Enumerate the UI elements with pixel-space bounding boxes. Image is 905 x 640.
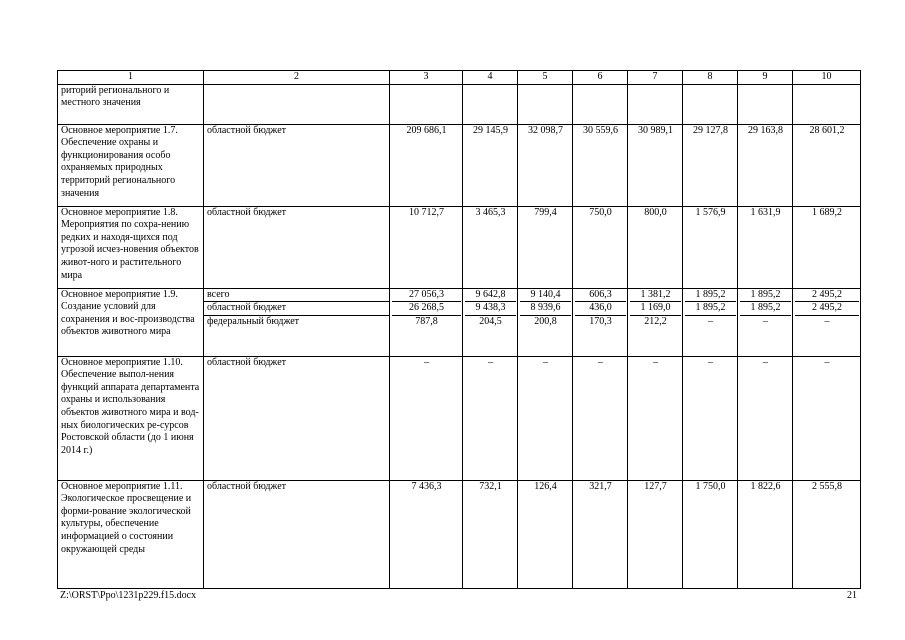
- value-2020: –: [824, 315, 830, 327]
- value-2014: 9 438,3: [465, 302, 516, 316]
- value-2015: 9 140,4: [520, 289, 571, 303]
- value-2017: 127,7: [628, 480, 683, 588]
- value-2019: 1 631,9: [738, 206, 793, 288]
- value-2020: 28 601,2: [793, 124, 861, 206]
- budget-table: [57, 70, 861, 589]
- value-2014: 9 642,8: [465, 289, 516, 303]
- value-2017: 1 169,0: [630, 302, 681, 316]
- col-header-8: 8: [683, 71, 738, 85]
- value-2020: 2 495,2: [795, 302, 859, 316]
- activity-description: Основное мероприятие 1.8. Мероприятия по сохра-нению редких и находя-щихся под угрозой исчез-новения объектов живот-ного и растительного мира: [58, 206, 204, 288]
- value-2014: 29 145,9: [463, 124, 518, 206]
- value-2016: 436,0: [575, 302, 626, 316]
- value-2016: 170,3: [589, 315, 612, 327]
- value-total: 27 056,3: [392, 289, 461, 303]
- value-2020: –: [793, 356, 861, 480]
- value-2018: 29 127,8: [683, 124, 738, 206]
- value-2018: –: [708, 315, 713, 327]
- table-row: [58, 480, 861, 588]
- funding-source: областной бюджет: [204, 206, 390, 288]
- funding-source: областной бюджет: [204, 480, 390, 588]
- value-2017: 1 381,2: [630, 289, 681, 303]
- value-2017: –: [628, 356, 683, 480]
- value-2016: –: [573, 356, 628, 480]
- col-header-9: 9: [738, 71, 793, 85]
- table-row: [58, 288, 861, 356]
- funding-source: областной бюджет: [204, 302, 389, 316]
- value-2015: 200,8: [534, 315, 557, 327]
- value-2016: 321,7: [573, 480, 628, 588]
- value-total: 26 268,5: [392, 302, 461, 316]
- value-2019: 1 895,2: [740, 302, 791, 316]
- value-2020: 2 495,2: [795, 289, 859, 303]
- funding-source: федеральный бюджет: [207, 315, 300, 327]
- value-total: 10 712,7: [390, 206, 463, 288]
- value-total: 209 686,1: [390, 124, 463, 206]
- value-2015: 8 939,6: [520, 302, 571, 316]
- value-2017: 212,2: [644, 315, 667, 327]
- value-2016: 606,3: [575, 289, 626, 303]
- value-total: 787,8: [415, 315, 438, 327]
- value-2019: 29 163,8: [738, 124, 793, 206]
- table-row: [58, 206, 861, 288]
- value-2018: 1 576,9: [683, 206, 738, 288]
- activity-description: Основное мероприятие 1.10. Обеспечение выпол-нения функций аппарата департамента охраны и использования объектов животного мира и вод-ных биологических ре-сурсов Ростовской области (до 1 июня 2014 г.): [58, 356, 204, 480]
- value-2017: 30 989,1: [628, 124, 683, 206]
- value-2015: 126,4: [518, 480, 573, 588]
- value-2020: 1 689,2: [793, 206, 861, 288]
- activity-description: риторий регионального и местного значения: [58, 84, 204, 124]
- col-header-5: 5: [518, 71, 573, 85]
- value-2014: 204,5: [479, 315, 502, 327]
- col-header-1: 1: [58, 71, 204, 85]
- value-2016: 30 559,6: [573, 124, 628, 206]
- table-row: [58, 356, 861, 480]
- col-header-6: 6: [573, 71, 628, 85]
- funding-source: областной бюджет: [204, 356, 390, 480]
- header-row: [58, 71, 861, 85]
- value-2019: –: [738, 356, 793, 480]
- table-row: [58, 84, 861, 124]
- col-header-4: 4: [463, 71, 518, 85]
- page-number: 21: [847, 590, 857, 601]
- value-2017: 800,0: [628, 206, 683, 288]
- funding-source: областной бюджет: [204, 124, 390, 206]
- funding-source: всего: [204, 289, 389, 303]
- activity-description: Основное мероприятие 1.11. Экологическое просвещение и форми-рование экологической культуры, обеспечение информацией о состоянии окружающей среды: [58, 480, 204, 588]
- col-header-2: 2: [204, 71, 390, 85]
- value-2015: –: [518, 356, 573, 480]
- value-2014: 732,1: [463, 480, 518, 588]
- activity-description: Основное мероприятие 1.9. Создание условий для сохранения и вос-производства объектов животного мира: [58, 288, 204, 356]
- table-row: [58, 124, 861, 206]
- col-header-7: 7: [628, 71, 683, 85]
- value-2018: 1 895,2: [685, 289, 736, 303]
- file-path: Z:\ORST\Ppo\1231p229.f15.docx: [60, 590, 197, 601]
- value-2015: 32 098,7: [518, 124, 573, 206]
- value-2018: 1 750,0: [683, 480, 738, 588]
- value-2018: 1 895,2: [685, 302, 736, 316]
- value-2019: –: [763, 315, 768, 327]
- value-2016: 750,0: [573, 206, 628, 288]
- value-2014: –: [463, 356, 518, 480]
- value-2019: 1 822,6: [738, 480, 793, 588]
- value-2018: –: [683, 356, 738, 480]
- value-total: 7 436,3: [390, 480, 463, 588]
- value-2014: 3 465,3: [463, 206, 518, 288]
- value-2015: 799,4: [518, 206, 573, 288]
- col-header-3: 3: [390, 71, 463, 85]
- value-total: –: [390, 356, 463, 480]
- activity-description: Основное мероприятие 1.7. Обеспечение охраны и функционирования особо охраняемых природных территорий регионального значения: [58, 124, 204, 206]
- value-2019: 1 895,2: [740, 289, 791, 303]
- col-header-10: 10: [793, 71, 861, 85]
- value-2020: 2 555,8: [793, 480, 861, 588]
